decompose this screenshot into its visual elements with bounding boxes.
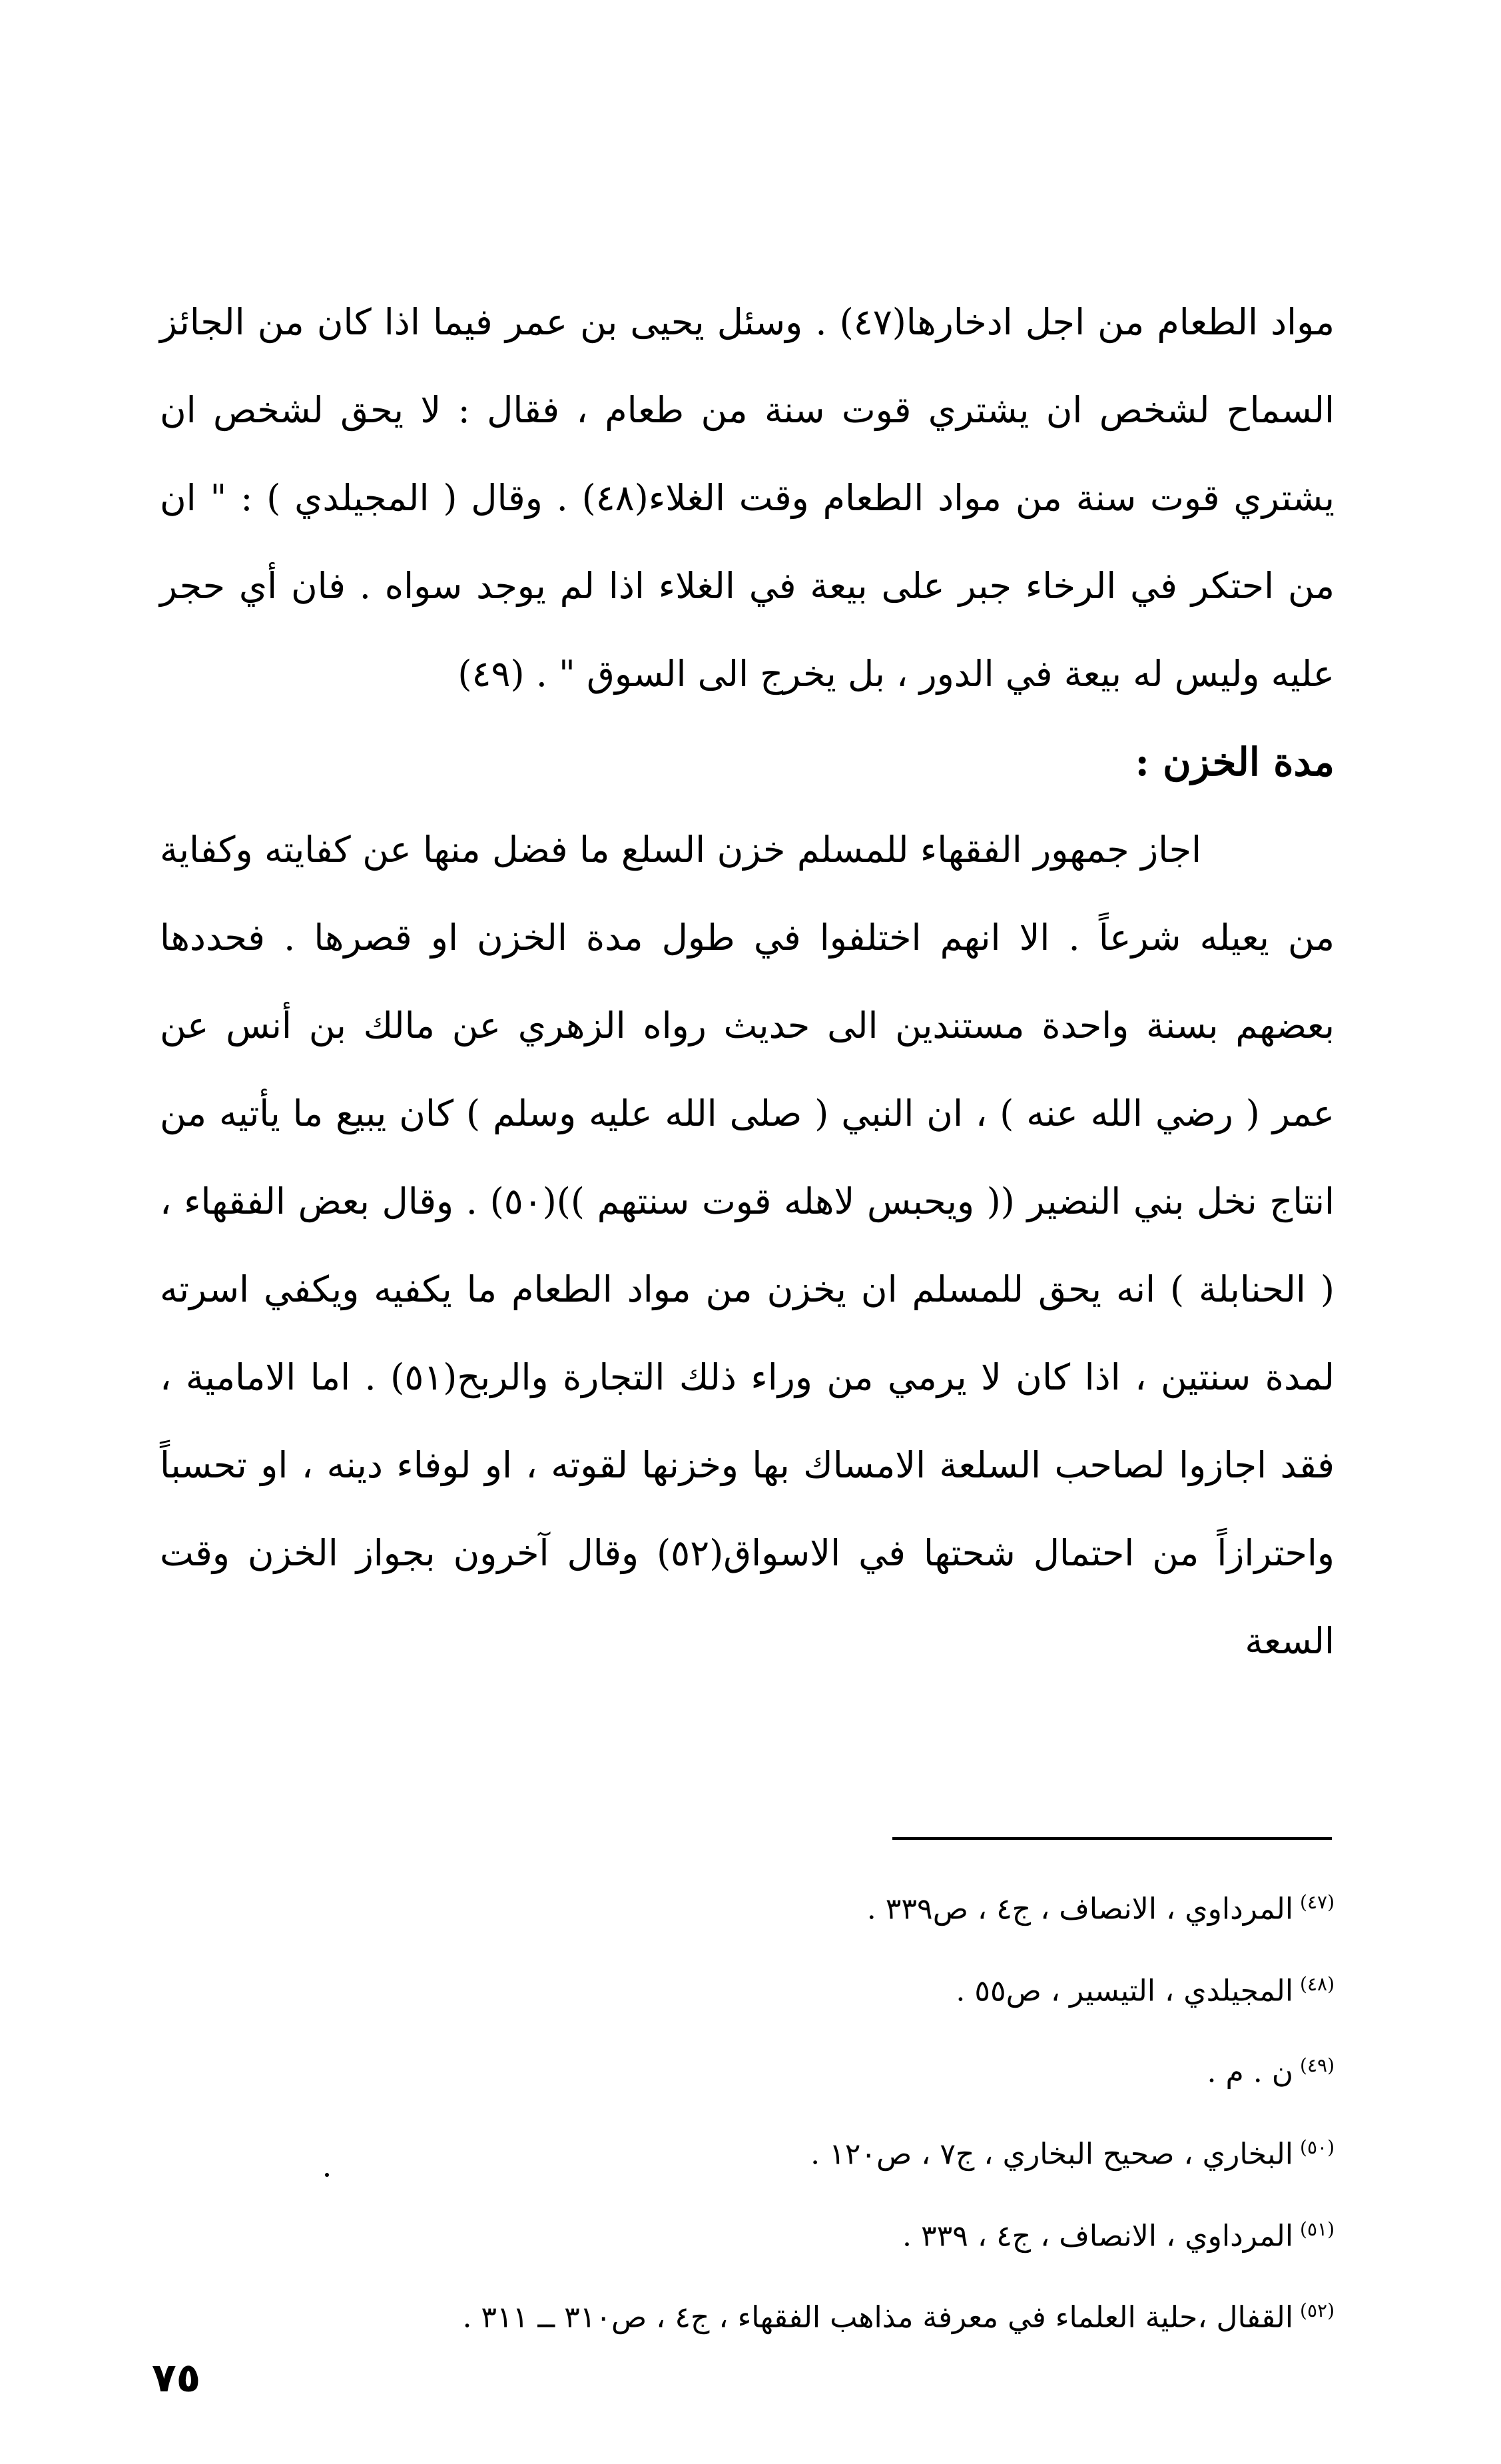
body-text <box>160 278 1335 1685</box>
footnote-text: المرداوي ، الانصاف ، ج٤ ، ٣٣٩ . <box>902 2219 1294 2254</box>
footnote-text: القفال ،حلية العلماء في معرفة مذاهب الفقهاء ، ج٤ ، ص٣١٠ ــ ٣١١ . <box>462 2300 1294 2335</box>
footnote-number: (٥٢) <box>1300 2299 1335 2322</box>
footnote-number: (٤٩) <box>1300 2054 1335 2077</box>
footnote-number: (٥٠) <box>1300 2136 1335 2158</box>
footnote-47 <box>200 1865 1335 1947</box>
footnote-52 <box>200 2273 1335 2355</box>
footnote-51 <box>200 2192 1335 2274</box>
paragraph-2: اجاز جمهور الفقهاء للمسلم خزن السلع ما فضل منها عن كفايته وكفاية من يعيله شرعاً . الا انهم اختلفوا في طول مدة الخزن او قصرها . فحددها بعضهم بسنة واحدة مستندين الى حديث رواه الزهري عن مالك بن أنس عن عمر ( رضي الله عنه ) ، ان النبي ( صلى الله عليه وسلم ) كان يبيع ما يأتيه من انتاج نخل بني النضير (( ويحبس لاهله قوت سنتهم ))(٥٠) . وقال بعض الفقهاء ، ( الحنابلة ) انه يحق للمسلم ان يخزن من مواد الطعام ما يكفيه ويكفي اسرته لمدة سنتين ، اذا كان لا يرمي من وراء ذلك التجارة والربح(٥١) . اما الامامية ، فقد اجازوا لصاحب السلعة الامساك بها وخزنها لقوته ، او لوفاء دينه ، او تحسباً واحترازاً من احتمال شحتها في الاسواق(٥٢) وقال آخرون بجواز الخزن وقت السعة <box>160 829 1335 1662</box>
footnote-49 <box>200 2028 1335 2110</box>
footnote-number: (٥١) <box>1300 2218 1335 2240</box>
footnote-text: ن . م . <box>1207 2055 1294 2090</box>
paragraph-1: مواد الطعام من اجل ادخارها(٤٧) . وسئل يحيى بن عمر فيما اذا كان من الجائز السماح لشخص ان يشتري قوت سنة من طعام ، فقال : لا يحق لشخص ان يشتري قوت سنة من مواد الطعام وقت الغلاء(٤٨) . وقال ( المجيلدي ) : " ان من احتكر في الرخاء جبر على بيعة في الغلاء اذا لم يوجد سواه . فان أي حجر عليه وليس له بيعة في الدور ، بل يخرج الى السوق " . (٤٩) <box>160 301 1335 695</box>
footnote-number: (٤٨) <box>1300 1972 1335 1995</box>
footnote-text: المرداوي ، الانصاف ، ج٤ ، ص٣٣٩ . <box>866 1892 1294 1926</box>
footnote-text: البخاري ، صحيح البخاري ، ج٧ ، ص١٢٠ . <box>810 2137 1294 2172</box>
section-heading: مدة الخزن : <box>1135 739 1335 785</box>
page-number: ٧٥ <box>152 2355 201 2401</box>
footnote-number: (٤٧) <box>1300 1891 1335 1913</box>
footnote-divider <box>892 1837 1332 1840</box>
scan-speck <box>325 2173 329 2177</box>
footnote-50 <box>200 2110 1335 2192</box>
footnote-48 <box>200 1947 1335 2029</box>
footnote-text: المجيلدي ، التيسير ، ص٥٥ . <box>956 1974 1294 2008</box>
footnotes <box>200 1865 1335 2355</box>
